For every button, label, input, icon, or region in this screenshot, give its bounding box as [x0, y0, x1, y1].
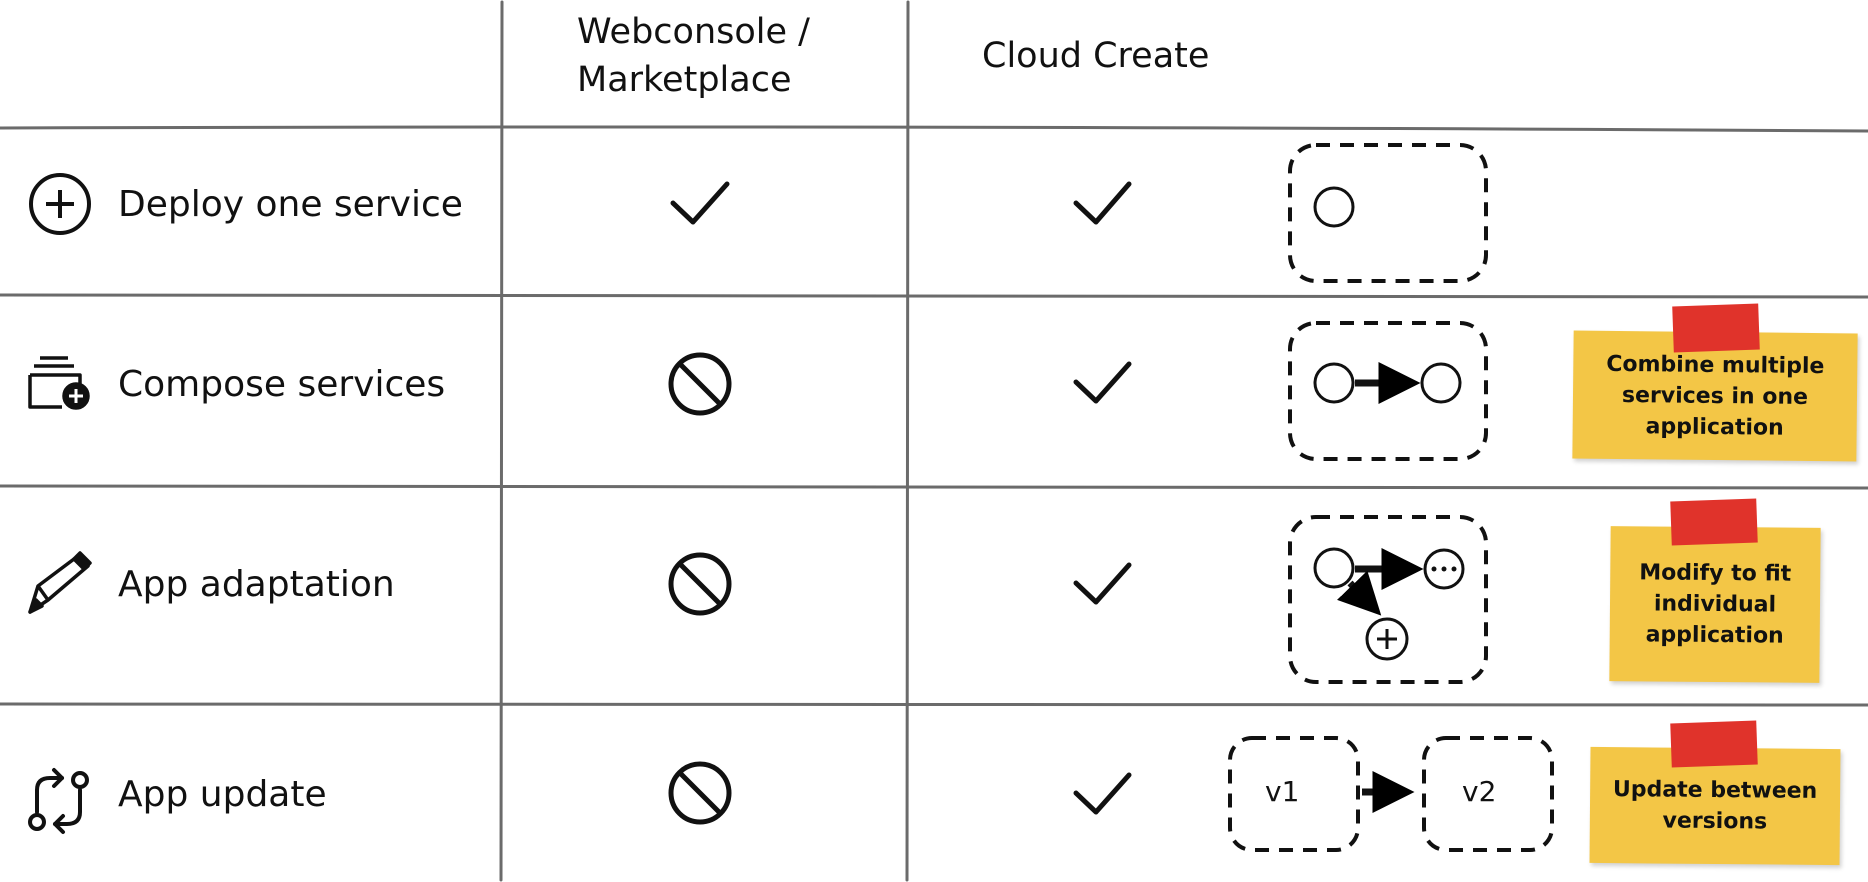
- row-divider-4: [0, 703, 1868, 705]
- version-to-label: v2: [1462, 775, 1497, 808]
- prohibited-icon: [671, 555, 729, 613]
- check-icon: [673, 184, 727, 222]
- row-label-adaptation: App adaptation: [118, 564, 395, 605]
- note-update-line2: versions: [1662, 808, 1768, 835]
- note-compose-line3: application: [1645, 413, 1784, 441]
- prohibited-icon: [671, 764, 729, 822]
- tape-adaptation: [1670, 499, 1757, 546]
- stack-add-icon: [30, 358, 88, 408]
- column-divider-1: [501, 2, 502, 880]
- column-header-webconsole-line2: Marketplace: [577, 60, 792, 100]
- row-label-deploy: Deploy one service: [118, 184, 463, 225]
- note-adaptation-line3: application: [1645, 622, 1784, 649]
- check-icon: [1076, 364, 1129, 401]
- adaptation-illustration: [1290, 517, 1486, 682]
- note-adaptation-line1: Modify to fit: [1639, 560, 1792, 587]
- version-from-label: v1: [1265, 775, 1300, 808]
- update-arrows-icon: [30, 770, 87, 832]
- check-icon: [1076, 184, 1129, 222]
- note-compose-line1: Combine multiple: [1606, 351, 1825, 379]
- prohibited-icon: [671, 355, 729, 413]
- column-header-cloud-create: Cloud Create: [982, 36, 1210, 76]
- column-header-webconsole: [577, 8, 810, 104]
- note-update-line1: Update between: [1612, 777, 1818, 804]
- note-compose-line2: services in one: [1621, 382, 1809, 410]
- row-divider-1: [0, 127, 1868, 131]
- column-header-webconsole-line1: Webconsole /: [577, 12, 810, 52]
- row-divider-2: [0, 294, 1868, 297]
- tape-update: [1670, 721, 1757, 768]
- note-adaptation-line2: individual: [1653, 591, 1777, 618]
- check-icon: [1076, 775, 1129, 812]
- row-divider-3: [0, 485, 1868, 488]
- column-divider-2: [907, 2, 908, 880]
- row-label-compose: Compose services: [118, 364, 446, 405]
- sticky-note-adaptation: [1609, 526, 1820, 683]
- single-service-illustration: [1290, 145, 1486, 281]
- composed-services-illustration: [1290, 323, 1486, 459]
- plus-circle-icon: [31, 175, 89, 233]
- row-label-update: App update: [118, 774, 327, 815]
- pencil-icon: [30, 553, 90, 612]
- check-icon: [1076, 565, 1129, 602]
- tape-compose: [1672, 304, 1760, 353]
